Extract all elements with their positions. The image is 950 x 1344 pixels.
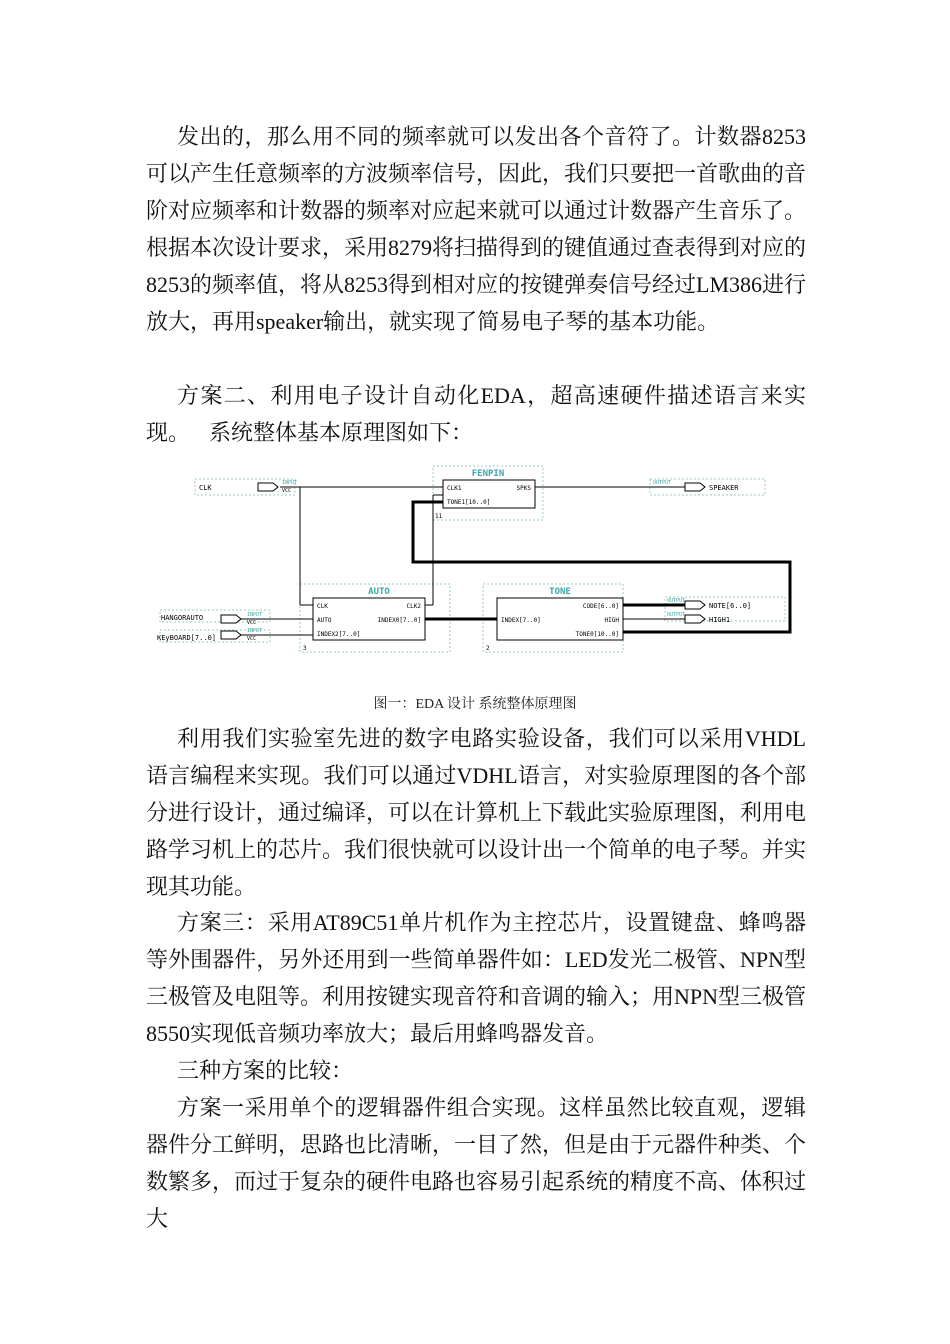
auto-title: AUTO — [368, 587, 390, 597]
auto-port-auto: AUTO — [317, 617, 332, 624]
figure-caption: 图一：EDA 设计 系统整体原理图 — [373, 697, 577, 712]
pin-shape-hangorauto — [221, 615, 241, 623]
paragraph-6: 三种方案的比较： — [177, 1058, 354, 1083]
schematic-diagram — [155, 462, 795, 662]
pin-shape-high1 — [685, 615, 705, 623]
fenpin-title: FENPIN — [471, 469, 505, 479]
pin-shape-clk — [258, 483, 278, 491]
vcc-tag-clk: VCC — [282, 488, 292, 494]
auto-port-clk2: CLK2 — [406, 603, 421, 610]
input-tag-clk: INPUT — [282, 480, 298, 486]
fenpin-port-spks: SPKS — [516, 485, 531, 492]
input-tag-keyboard: INPUT — [247, 628, 263, 634]
auto-port-index0: INDEX0[7..0] — [377, 617, 421, 624]
paragraph-4: 利用我们实验室先进的数字电路实验设备，我们可以采用VHDL语言编程来实现。我们可以通过VDHL语言，对实验原理图的各个部分进行设计，通过编译，可以在计算机上下载此实验原理图，利用电路学习机上的芯片。我们很快就可以设计出一个简单的电子琴。并实现其功能。 — [146, 726, 807, 899]
pin-label-hangorauto: HANGORAUTO — [161, 614, 204, 622]
tone-block — [486, 587, 623, 652]
tone-port-tone0: TONE0[10..0] — [575, 631, 619, 638]
vcc-tag-hangorauto: VCC — [247, 620, 257, 626]
output-tag-speaker: OUTPUT — [653, 480, 672, 486]
tone-index: 2 — [486, 645, 490, 652]
auto-block — [303, 587, 425, 652]
vcc-tag-keyboard: VCC — [247, 636, 257, 642]
pin-shape-speaker — [685, 483, 705, 491]
output-tag-note: OUTPUT — [667, 598, 686, 604]
auto-port-index2: INDEX2[7..0] — [317, 631, 361, 638]
tone-port-high: HIGH — [604, 617, 619, 624]
pin-shape-keyboard — [221, 631, 241, 639]
paragraph-2: 方案二、利用电子设计自动化EDA，超高速硬件描述语言来实现。 — [146, 383, 806, 445]
auto-port-clk: CLK — [317, 603, 328, 610]
fenpin-block — [435, 469, 535, 520]
fenpin-index: 11 — [435, 513, 443, 520]
paragraph-5: 方案三：采用AT89C51单片机作为主控芯片，设置键盘、蜂鸣器等外围器件，另外还用到一些简单器件如：LED发光二极管、NPN型三极管及电阻等。利用按键实现音符和音调的输入；用NPN型三极管8550实现低音频功率放大；最后用蜂鸣器发音。 — [146, 910, 807, 1046]
paragraph-7: 方案一采用单个的逻辑器件组合实现。这样虽然比较直观，逻辑器件分工鲜明，思路也比清晰，一目了然，但是由于元器件种类、个数繁多，而过于复杂的硬件电路也容易引起系统的精度不高、体积过大 — [146, 1095, 807, 1231]
input-tag-hangorauto: INPUT — [247, 612, 263, 618]
fenpin-port-clk: CLK1 — [447, 485, 462, 492]
output-tag-high1: OUTPUT — [667, 612, 686, 618]
tone-port-index: INDEX[7..0] — [501, 617, 541, 624]
paragraph-3: 系统整体基本原理图如下： — [209, 420, 474, 445]
fenpin-port-tone: TONE1[10..0] — [447, 499, 491, 506]
pin-label-clk: CLK — [199, 484, 212, 492]
pin-label-note: NOTE[6..0] — [709, 602, 752, 610]
auto-index: 3 — [303, 645, 307, 652]
tone-port-code: CODE[6..0] — [582, 603, 619, 610]
pin-shape-note — [685, 601, 705, 609]
pin-label-high1: HIGH1 — [709, 616, 731, 624]
pin-label-keyboard: KEyBOARD[7..0] — [157, 634, 217, 642]
pin-label-speaker: SPEAKER — [709, 484, 739, 492]
tone-title: TONE — [549, 587, 571, 597]
paragraph-1: 发出的，那么用不同的频率就可以发出各个音符了。计数器8253可以产生任意频率的方波频率信号，因此，我们只要把一首歌曲的音阶对应频率和计数器的频率对应起来就可以通过计数器产生音乐了。根据本次设计要求，采用8279将扫描得到的键值通过查表得到对应的8253的频率值，将从8253得到相对应的按键弹奏信号经过LM386进行放大，再用speaker输出，就实现了简易电子琴的基本功能。 — [146, 124, 807, 334]
